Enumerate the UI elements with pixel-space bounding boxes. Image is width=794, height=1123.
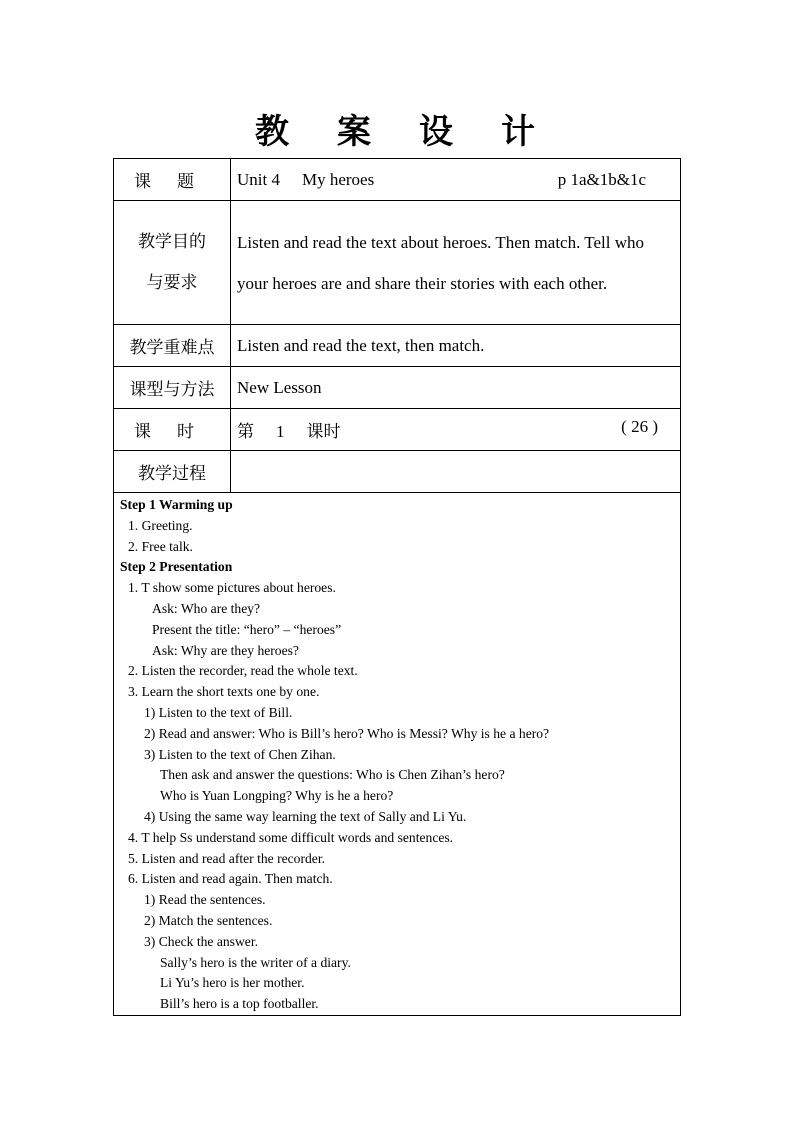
topic-label: 课 题 bbox=[114, 159, 231, 201]
period-count: ( 26 ) bbox=[621, 417, 658, 436]
period-value: 第 1 课时 ( 26 ) bbox=[231, 409, 681, 451]
row-goal bbox=[114, 201, 681, 325]
unit-name: My heroes bbox=[301, 169, 375, 189]
goal-label: 教学目的 与要求 bbox=[114, 201, 231, 325]
procedure-list bbox=[120, 495, 680, 1015]
procedure-line: 5. Listen and read after the recorder. bbox=[128, 850, 326, 866]
procedure-line: 1) Read the sentences. bbox=[144, 892, 266, 908]
procedure-line: 1) Listen to the text of Bill. bbox=[144, 705, 293, 720]
procedure-line: 3) Check the answer. bbox=[144, 933, 258, 949]
lesson-type-value: New Lesson bbox=[231, 367, 681, 409]
procedure-line: 1. T show some pictures about heroes. bbox=[128, 580, 336, 596]
row-period bbox=[114, 409, 681, 451]
procedure-step-heading: Step 2 Presentation bbox=[120, 559, 233, 575]
row-process bbox=[114, 451, 681, 493]
procedure-line: 4) Using the same way learning the text of Sally and Li Yu. bbox=[144, 808, 467, 824]
procedure-line: Li Yu’s hero is her mother. bbox=[160, 975, 305, 991]
procedure-line: 3. Learn the short texts one by one. bbox=[128, 684, 320, 700]
lesson-plan-table bbox=[113, 158, 681, 1016]
row-lesson-type bbox=[114, 367, 681, 409]
procedure-line: 2. Listen the recorder, read the whole text. bbox=[128, 663, 358, 679]
page-range: p 1a&1b&1c bbox=[557, 169, 646, 189]
period-label: 课 时 bbox=[114, 409, 231, 451]
procedure-line: 4. T help Ss understand some difficult words and sentences. bbox=[128, 829, 454, 845]
procedure-line: Then ask and answer the questions: Who is Chen Zihan’s hero? bbox=[160, 767, 505, 783]
procedure-line: Sally’s hero is the writer of a diary. bbox=[160, 954, 351, 970]
period-number: 1 bbox=[276, 422, 285, 441]
procedure-line: 6. Listen and read again. Then match. bbox=[128, 871, 333, 887]
title-char: 教 bbox=[255, 112, 293, 152]
procedure-line: 3) Listen to the text of Chen Zihan. bbox=[144, 746, 336, 762]
process-value bbox=[231, 451, 681, 493]
procedure-line: Ask: Why are they heroes? bbox=[152, 642, 299, 658]
procedure-line: 2) Match the sentences. bbox=[144, 912, 273, 928]
key-points-label: 教学重难点 bbox=[114, 325, 231, 367]
title-char: 计 bbox=[501, 112, 539, 152]
procedure-line: Who is Yuan Longping? Why is he a hero? bbox=[160, 788, 394, 804]
key-points-value: Listen and read the text, then match. bbox=[231, 325, 681, 367]
procedure-step-heading: Step 1 Warming up bbox=[120, 497, 233, 513]
procedure-body bbox=[114, 493, 681, 1016]
row-key-points bbox=[114, 325, 681, 367]
page-title bbox=[0, 104, 794, 153]
title-char: 设 bbox=[419, 112, 457, 152]
topic-value bbox=[231, 159, 681, 201]
procedure-line: 2) Read and answer: Who is Bill’s hero? Who is Messi? Why is he a hero? bbox=[144, 725, 550, 741]
row-topic bbox=[114, 159, 681, 201]
procedure-line: Bill’s hero is a top footballer. bbox=[160, 996, 319, 1012]
procedure-line: Present the title: “hero” – “heroes” bbox=[152, 621, 342, 637]
process-label: 教学过程 bbox=[114, 451, 231, 493]
goal-value: Listen and read the text about heroes. Then match. Tell who your heroes are and share their stories with each other. bbox=[231, 201, 681, 325]
lesson-type-label: 课型与方法 bbox=[114, 367, 231, 409]
procedure-line: Ask: Who are they? bbox=[152, 601, 261, 617]
procedure-line: 2. Free talk. bbox=[128, 538, 193, 554]
row-procedure bbox=[114, 493, 681, 1016]
title-char: 案 bbox=[337, 112, 375, 152]
procedure-line: 1. Greeting. bbox=[128, 517, 193, 533]
unit-number: Unit 4 bbox=[237, 169, 280, 189]
